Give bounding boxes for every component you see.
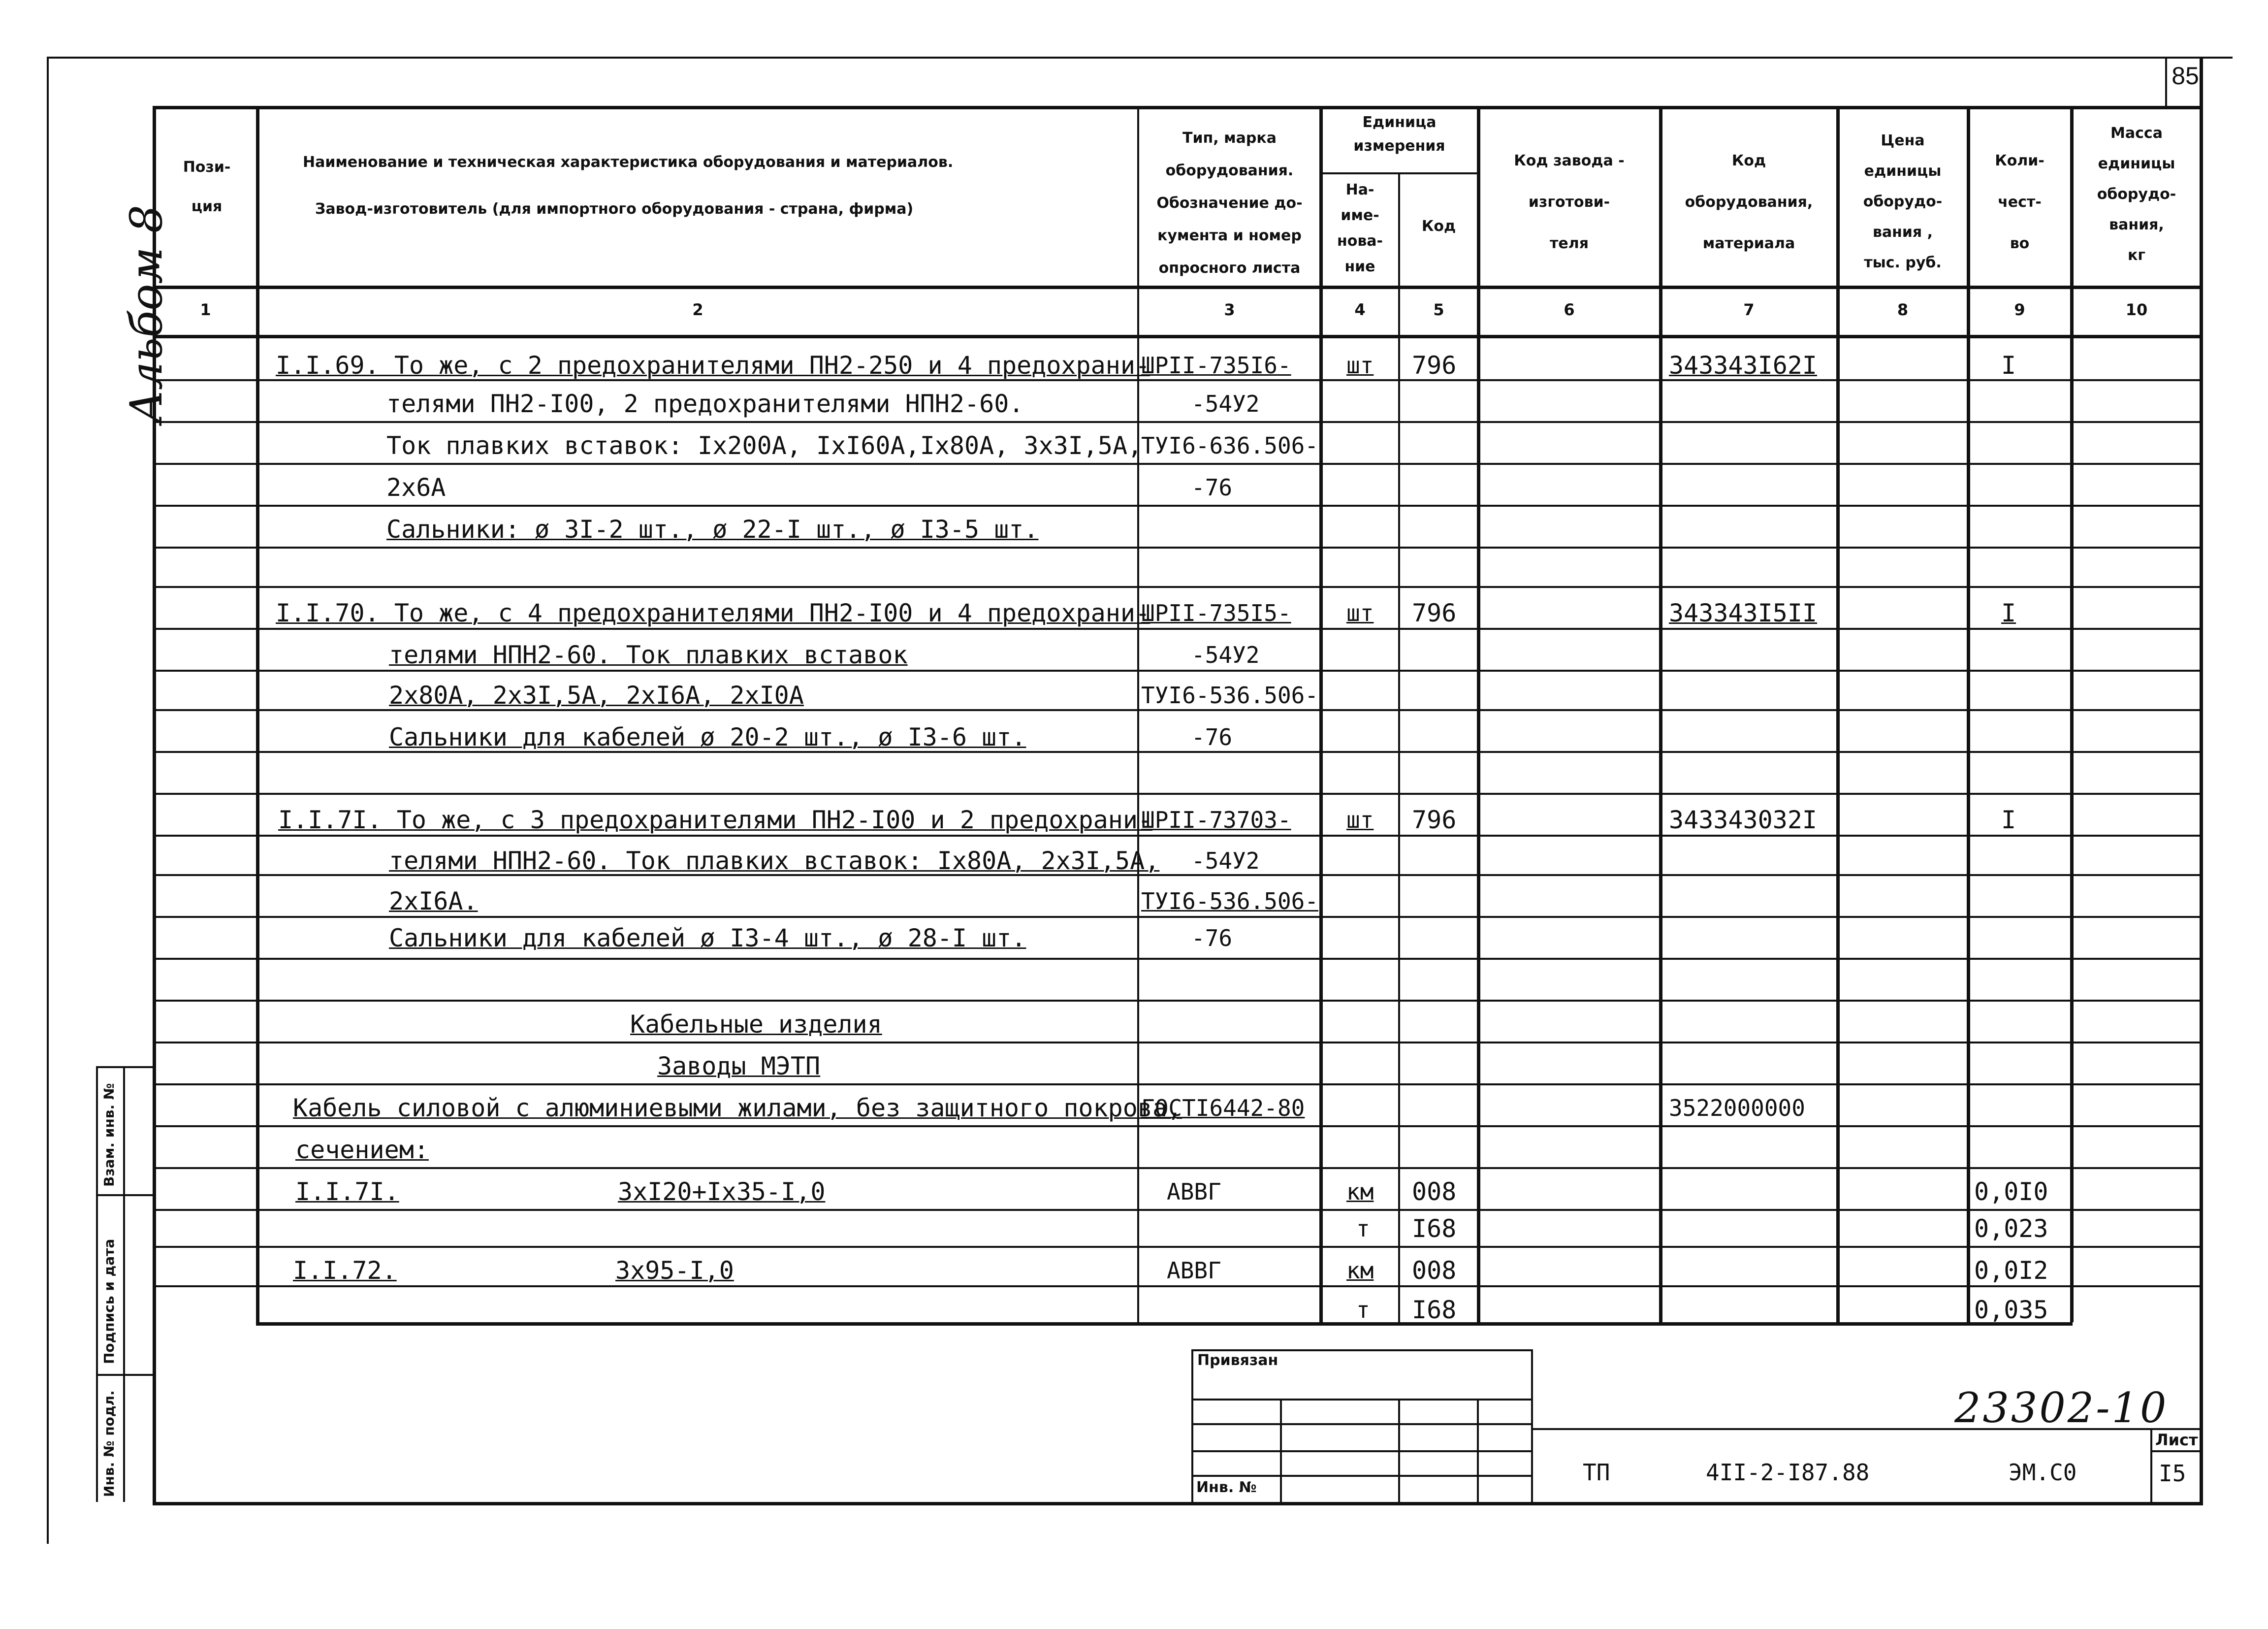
row-line bbox=[153, 1125, 2203, 1127]
row-line bbox=[153, 958, 2203, 960]
item-unit: шт bbox=[1346, 600, 1374, 626]
row-line bbox=[153, 628, 2203, 630]
col-sep-5 bbox=[1477, 106, 1480, 1322]
item-type: -76 bbox=[1191, 474, 1233, 501]
item-quantity: I bbox=[2001, 806, 2016, 834]
col-sep-6 bbox=[1659, 106, 1662, 1322]
colnum-1: 1 bbox=[200, 300, 211, 319]
item-type: ШРII-73703- bbox=[1141, 807, 1291, 833]
sheet-box-left bbox=[2150, 1428, 2152, 1504]
item-material-code: 343343I5II bbox=[1669, 599, 1818, 627]
col-sep-1 bbox=[256, 106, 259, 1322]
colnum-3: 3 bbox=[1224, 300, 1235, 319]
header-unit-group: Единица измерения bbox=[1353, 114, 1445, 155]
header-col2-line1: Наименование и техническая характеристика оборудования и материалов. bbox=[303, 154, 954, 171]
header-col5: Код bbox=[1421, 218, 1456, 235]
item-quantity: 0,0I0 bbox=[1974, 1177, 2048, 1206]
frame-right bbox=[2200, 57, 2203, 1504]
page-number-box-left bbox=[2165, 57, 2167, 106]
header-col10: Масса единицы оборудо- вания, кг bbox=[2097, 125, 2176, 264]
colnum-5: 5 bbox=[1433, 300, 1444, 319]
item-unit-code: 796 bbox=[1412, 806, 1457, 834]
item-description: телями НПН2-60. Ток плавких вставок: Iх80А, 2х3I,5А, bbox=[389, 847, 1160, 875]
item-type: -76 bbox=[1191, 925, 1233, 951]
item-unit: т bbox=[1356, 1297, 1370, 1323]
item-type: -76 bbox=[1191, 724, 1233, 750]
stamp-box-row bbox=[1191, 1450, 1531, 1452]
item-description: сечением: bbox=[295, 1136, 429, 1164]
side-stamp-div bbox=[96, 1194, 155, 1196]
col-sep-8 bbox=[1967, 106, 1970, 1322]
side-stamp-mid bbox=[123, 1066, 125, 1502]
item-description: Кабель силовой с алюминиевыми жилами, без защитного покрова, bbox=[293, 1094, 1182, 1122]
item-quantity: I bbox=[2001, 599, 2016, 627]
item-description: I.I.70. То же, с 4 предохранителями ПН2-I00 и 4 предохрани- bbox=[276, 599, 1150, 627]
header-bottom bbox=[153, 286, 2203, 289]
item-type: ШРII-735I5- bbox=[1141, 600, 1291, 626]
row-line bbox=[153, 1042, 2203, 1043]
item-quantity: 0,035 bbox=[1974, 1296, 2048, 1324]
item-unit-code: 796 bbox=[1412, 351, 1457, 380]
item-description: I.I.7I. То же, с 3 предохранителями ПН2-I00 и 2 предохрани- bbox=[278, 806, 1153, 834]
row-line bbox=[153, 1246, 2203, 1248]
item-description: телями ПН2-I00, 2 предохранителями НПН2-60. bbox=[386, 390, 1024, 418]
footer-sheet-number: I5 bbox=[2159, 1460, 2186, 1487]
row-line bbox=[153, 1083, 2203, 1085]
table-top bbox=[153, 106, 2203, 109]
side-stamp-replace-inv: Взам. инв. № bbox=[101, 1083, 117, 1187]
item-description: I.I.69. То же, с 2 предохранителями ПН2-250 и 4 предохрани- bbox=[276, 351, 1150, 380]
item-type: -54У2 bbox=[1191, 642, 1260, 668]
stamp-box-right bbox=[1531, 1349, 1533, 1504]
item-unit: км bbox=[1346, 1257, 1374, 1284]
item-quantity: 0,023 bbox=[1974, 1214, 2048, 1243]
item-description: Сальники для кабелей ø I3-4 шт., ø 28-I шт. bbox=[389, 924, 1026, 952]
stamp-box-title: Привязан bbox=[1197, 1352, 1278, 1369]
item-description: Сальники: ø 3I-2 шт., ø 22-I шт., ø I3-5 шт. bbox=[386, 515, 1039, 544]
item-material-code: 3522000000 bbox=[1669, 1095, 1805, 1121]
item-type: -54У2 bbox=[1191, 847, 1260, 874]
item-type: ТУI6-536.506- bbox=[1141, 682, 1319, 709]
item-description: Ток плавких вставок: Iх200А, IхI60А,Iх80А, 3х3I,5А, bbox=[386, 431, 1143, 460]
col-sep-7 bbox=[1836, 106, 1840, 1322]
item-type: ШРII-735I6- bbox=[1141, 352, 1291, 379]
item-unit-code: 008 bbox=[1412, 1177, 1457, 1206]
header-col9: Коли- чест- во bbox=[1995, 152, 2044, 252]
row-line bbox=[153, 421, 2203, 423]
item-unit-code: I68 bbox=[1412, 1214, 1457, 1243]
stamp-box-col bbox=[1477, 1399, 1479, 1504]
item-material-code: 343343032I bbox=[1669, 806, 1818, 834]
row-line bbox=[153, 1209, 2203, 1211]
colnum-4: 4 bbox=[1354, 300, 1366, 319]
frame-left bbox=[47, 57, 49, 1544]
footer-code: ЭМ.С0 bbox=[2009, 1459, 2077, 1486]
item-type: ТУI6-536.506- bbox=[1141, 888, 1319, 914]
item-position: I.I.72. bbox=[293, 1256, 397, 1285]
item-description: 2хI6А. bbox=[389, 887, 478, 915]
side-stamp-original-inv: Инв. № подл. bbox=[101, 1390, 117, 1497]
colnum-2: 2 bbox=[692, 300, 703, 319]
stamp-box-row bbox=[1191, 1423, 1531, 1425]
item-description: 2х6А bbox=[386, 473, 446, 502]
header-col6: Код завода - изготови- теля bbox=[1514, 152, 1625, 252]
col-sep-3 bbox=[1319, 106, 1323, 1322]
unit-group-divider bbox=[1319, 172, 1477, 174]
item-unit: шт bbox=[1346, 807, 1374, 833]
item-type: -54У2 bbox=[1191, 391, 1260, 417]
table-body-bottom bbox=[256, 1322, 2073, 1326]
side-stamp-top bbox=[96, 1066, 155, 1068]
colnum-bottom bbox=[153, 335, 2203, 338]
item-position: I.I.7I. bbox=[295, 1177, 399, 1206]
item-description: телями НПН2-60. Ток плавких вставок bbox=[389, 641, 908, 669]
row-line bbox=[153, 505, 2203, 507]
side-stamp-left bbox=[96, 1066, 98, 1502]
footer-tp: ТП bbox=[1583, 1459, 1610, 1486]
stamp-box-row bbox=[1191, 1475, 1531, 1477]
colnum-9: 9 bbox=[2014, 300, 2025, 319]
handwritten-number: 23302-10 bbox=[1954, 1384, 2169, 1432]
colnum-10: 10 bbox=[2125, 300, 2148, 319]
row-line bbox=[153, 1000, 2203, 1002]
item-quantity: 0,0I2 bbox=[1974, 1256, 2048, 1285]
stamp-box-col bbox=[1398, 1399, 1400, 1504]
item-unit-code: 008 bbox=[1412, 1256, 1457, 1285]
row-line bbox=[153, 547, 2203, 549]
sheet-box-divider bbox=[2150, 1450, 2202, 1452]
item-description: Сальники для кабелей ø 20-2 шт., ø I3-6 шт. bbox=[389, 723, 1026, 751]
item-unit-code: 796 bbox=[1412, 599, 1457, 627]
col-sep-4 bbox=[1398, 172, 1400, 1322]
frame-bottom bbox=[153, 1502, 2203, 1505]
col-sep-9 bbox=[2070, 106, 2074, 1322]
row-line bbox=[153, 463, 2203, 465]
album-label: Альбом 8 bbox=[121, 204, 172, 424]
page-number: 85 bbox=[2172, 62, 2199, 90]
item-material-code: 343343I62I bbox=[1669, 351, 1818, 380]
stamp-box-col bbox=[1280, 1399, 1282, 1504]
footer-project: 4II-2-I87.88 bbox=[1706, 1459, 1870, 1486]
item-type: ГОСТI6442-80 bbox=[1141, 1095, 1305, 1121]
row-line bbox=[153, 1285, 2203, 1287]
item-unit-code: I68 bbox=[1412, 1296, 1457, 1324]
header-col1: Пози- ция bbox=[183, 159, 231, 215]
stamp-box-top bbox=[1191, 1349, 1531, 1351]
header-col8: Цена единицы оборудо- вания , тыс. руб. bbox=[1863, 132, 1943, 271]
col-sep-2 bbox=[1137, 106, 1139, 1322]
row-line bbox=[153, 916, 2203, 918]
colnum-6: 6 bbox=[1564, 300, 1575, 319]
header-col3: Тип, марка оборудования. Обозначение до- кумента и номер опросного листа bbox=[1156, 130, 1303, 277]
colnum-7: 7 bbox=[1743, 300, 1755, 319]
row-line bbox=[153, 586, 2203, 588]
section-subtitle: Заводы МЭТП bbox=[657, 1052, 821, 1080]
row-line bbox=[153, 670, 2203, 672]
colnum-8: 8 bbox=[1897, 300, 1909, 319]
item-unit: т bbox=[1356, 1215, 1370, 1242]
row-line bbox=[153, 793, 2203, 795]
side-stamp-div bbox=[96, 1374, 155, 1376]
stamp-box-left bbox=[1191, 1349, 1193, 1504]
item-type: АВВГ bbox=[1167, 1178, 1221, 1205]
stamp-box-inv-label: Инв. № bbox=[1196, 1479, 1257, 1496]
stamp-box-row bbox=[1191, 1399, 1531, 1401]
item-type: АВВГ bbox=[1167, 1257, 1221, 1284]
footer-sheet-label: Лист bbox=[2155, 1431, 2198, 1449]
section-title: Кабельные изделия bbox=[630, 1010, 882, 1039]
item-unit: шт bbox=[1346, 352, 1374, 379]
header-col2-line2: Завод-изготовитель (для импортного оборудования - страна, фирма) bbox=[315, 200, 914, 218]
header-col7: Код оборудования, материала bbox=[1685, 152, 1813, 252]
item-description: 2х80А, 2х3I,5А, 2хI6А, 2хI0А bbox=[389, 681, 804, 710]
frame-top bbox=[47, 57, 2233, 59]
item-type: ТУI6-636.506- bbox=[1141, 432, 1319, 459]
item-spec: 3х95-I,0 bbox=[615, 1256, 734, 1285]
item-spec: 3хI20+Iх35-I,0 bbox=[618, 1177, 826, 1206]
side-stamp-signature-date: Подпись и дата bbox=[101, 1238, 117, 1364]
item-unit: км bbox=[1346, 1178, 1374, 1205]
header-col4: На- име- нова- ние bbox=[1337, 181, 1383, 275]
item-quantity: I bbox=[2001, 351, 2016, 380]
row-line bbox=[153, 1167, 2203, 1169]
row-line bbox=[153, 835, 2203, 837]
